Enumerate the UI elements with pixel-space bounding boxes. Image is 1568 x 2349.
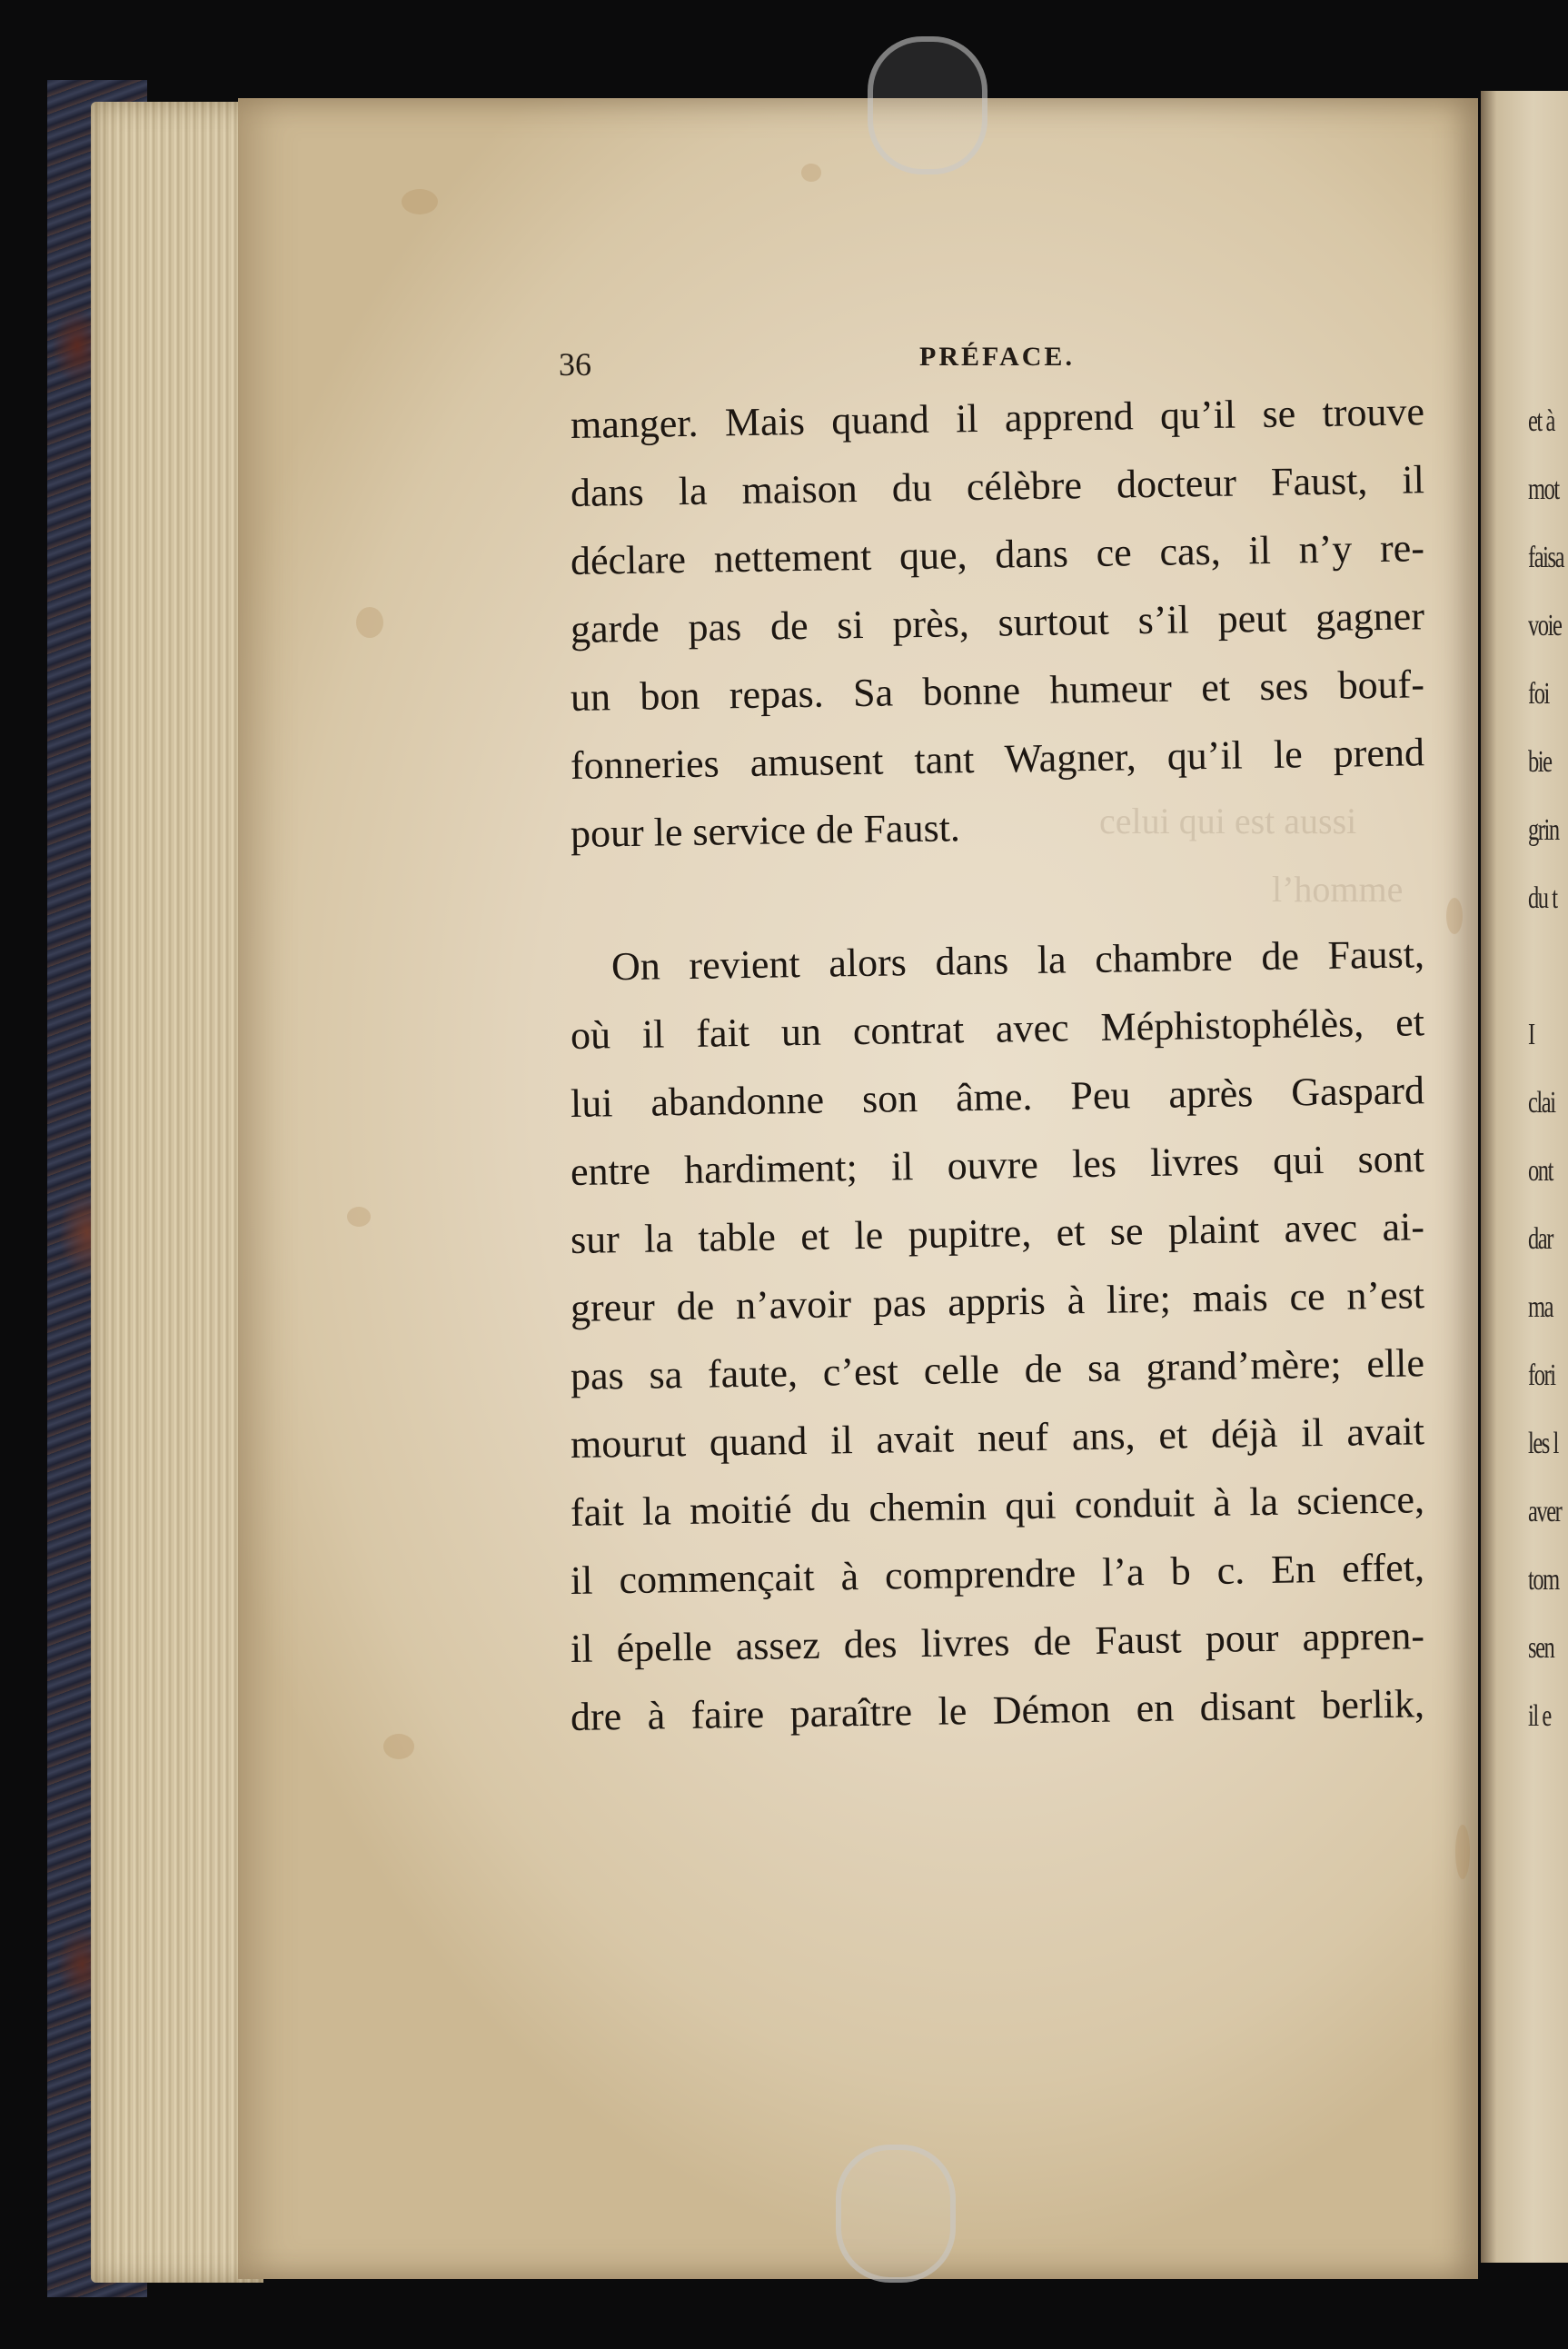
facing-fragment: les l xyxy=(1528,1427,1558,1460)
facing-fragment: faisa xyxy=(1528,541,1564,574)
facing-fragment: foi xyxy=(1528,677,1549,711)
bottom-book-clip xyxy=(836,2145,956,2283)
page-header xyxy=(0,338,1568,383)
facing-fragment: ont xyxy=(1528,1154,1553,1188)
foxing-spot xyxy=(801,164,821,182)
text-line: lui abandonne son âme. Peu après Gaspard xyxy=(570,1068,1425,1126)
text-line: greur de n’avoir pas appris à lire; mais ce n’est xyxy=(570,1272,1425,1330)
text-line: pour le service de Faust. xyxy=(570,805,961,856)
text-line: mourut quand il avait neuf ans, et déjà il avait xyxy=(570,1408,1425,1467)
bleed-through-text: l’homme xyxy=(1272,869,1404,910)
page-number: 36 xyxy=(559,346,591,383)
foxing-spot xyxy=(383,1734,414,1759)
top-book-clip xyxy=(868,36,987,174)
facing-fragment: grin xyxy=(1528,813,1559,847)
facing-fragment: mot xyxy=(1528,473,1559,506)
facing-fragment: aver xyxy=(1528,1495,1562,1528)
facing-fragment: bie xyxy=(1528,745,1552,779)
facing-fragment: ma xyxy=(1528,1290,1553,1324)
foxing-spot xyxy=(347,1207,371,1227)
facing-fragment: clai xyxy=(1528,1086,1555,1120)
facing-fragment: il e xyxy=(1528,1699,1551,1733)
facing-fragment: fori xyxy=(1528,1359,1555,1392)
facing-fragment: dar xyxy=(1528,1222,1553,1256)
foxing-spot xyxy=(1446,898,1463,934)
foxing-spot xyxy=(356,607,383,638)
facing-fragment: sen xyxy=(1528,1631,1554,1665)
facing-fragment: du t xyxy=(1528,881,1557,915)
text-line: fait la moitié du chemin qui conduit à la science, xyxy=(570,1477,1425,1535)
text-line: un bon repas. Sa bonne humeur et ses bouf- xyxy=(570,662,1425,720)
running-head: PRÉFACE. xyxy=(919,342,1075,372)
text-line: dre à faire paraître le Démon en disant berlik, xyxy=(570,1681,1425,1739)
text-line: déclare nettement que, dans ce cas, il n’y re- xyxy=(570,525,1425,583)
facing-fragment: tom xyxy=(1528,1563,1559,1597)
bleed-through-text: celui qui est aussi xyxy=(1099,801,1357,841)
text-line: pas sa faute, c’est celle de sa grand’mère; elle xyxy=(570,1340,1425,1398)
text-line: fonneries amusent tant Wagner, qu’il le prend xyxy=(570,730,1425,788)
facing-fragment: et à xyxy=(1528,404,1554,438)
text-line: où il fait un contrat avec Méphistophélès, et xyxy=(570,1000,1425,1058)
text-line: manger. Mais quand il apprend qu’il se trouve xyxy=(570,389,1425,447)
text-line: garde pas de si près, surtout s’il peut gagner xyxy=(570,593,1425,652)
facing-fragment: I xyxy=(1528,1018,1534,1051)
text-line: On revient alors dans la chambre de Faust, xyxy=(610,931,1425,990)
text-line: il épelle assez des livres de Faust pour appren- xyxy=(570,1613,1425,1671)
foxing-spot xyxy=(402,189,438,214)
foxing-spot xyxy=(1455,1825,1470,1879)
facing-fragment: voie xyxy=(1528,609,1562,642)
text-line: dans la maison du célèbre docteur Faust, il xyxy=(570,457,1425,515)
text-line: entre hardiment; il ouvre les livres qui sont xyxy=(570,1136,1425,1194)
text-line: il commençait à comprendre l’a b c. En effet, xyxy=(570,1545,1425,1603)
text-line: sur la table et le pupitre, et se plaint avec ai- xyxy=(570,1204,1425,1262)
body-text xyxy=(571,391,1424,1751)
